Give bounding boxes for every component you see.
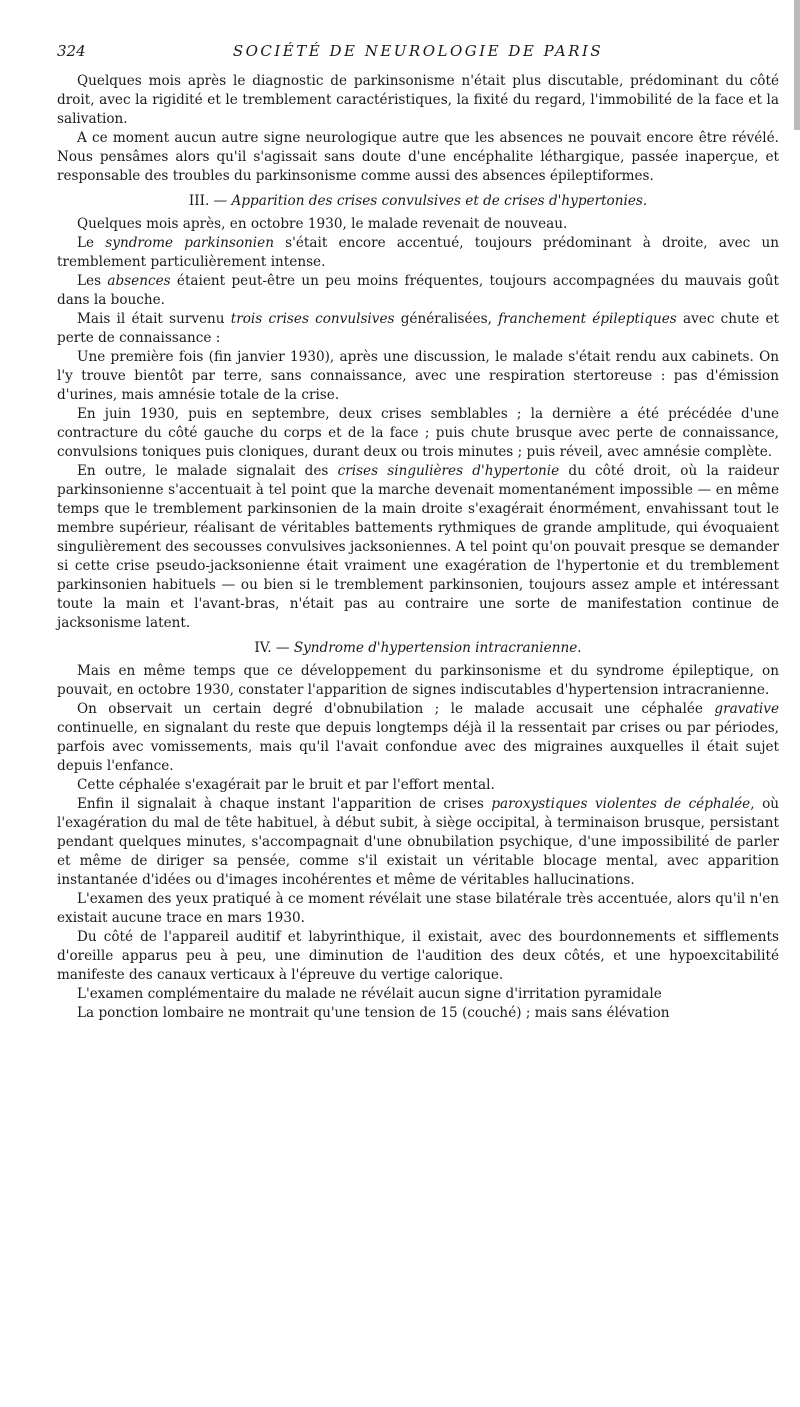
emphasis: paroxystiques violentes de céphalée <box>491 796 751 812</box>
text-run: Les <box>77 273 108 289</box>
emphasis: franchement épileptiques <box>498 311 677 327</box>
paragraph <box>57 700 779 776</box>
paragraph <box>57 234 779 272</box>
text-run: On observait un certain degré d'obnubilation ; le malade accusait une céphalée <box>77 701 715 717</box>
text-run: s'était encore accentué, toujours prédominant à droite, avec un tremblement particulièrement intense. <box>57 235 779 270</box>
emphasis: crises singulières d'hypertonie <box>337 463 560 479</box>
paragraph: Mais en même temps que ce développement du parkinsonisme et du syndrome épileptique, on pouvait, en octobre 1930, constater l'apparition de signes indiscutables d'hypertension intracranienne. <box>57 663 779 698</box>
emphasis: absences <box>107 273 171 289</box>
paragraph: La ponction lombaire ne montrait qu'une tension de 15 (couché) ; mais sans élévation <box>77 1005 670 1021</box>
emphasis: gravative <box>714 701 779 717</box>
emphasis: trois crises convulsives <box>230 311 395 327</box>
paragraph <box>57 462 779 633</box>
text-run: généralisées, <box>394 311 499 327</box>
paragraph <box>57 795 779 890</box>
paragraph: A ce moment aucun autre signe neurologique autre que les absences ne pouvait encore être révélé. Nous pensâmes alors qu'il s'agissait sans doute d'une encéphalite léthargique, passée inaperçue, et responsable des troubles du parkinsonisme comme aussi des absences épileptiformes. <box>57 130 779 184</box>
page-header <box>57 40 779 66</box>
text-run: étaient peut-être un peu moins fréquentes, toujours accompagnées du mauvais goût dans la bouche. <box>57 273 779 308</box>
page-number: 324 <box>57 42 86 60</box>
paragraph: Du côté de l'appareil auditif et labyrinthique, il existait, avec des bourdonnements et sifflements d'oreille apparus peu à peu, une diminution de l'audition des deux côtés, et une hypoexcitabilité manifeste des canaux verticaux à l'épreuve du vertige calorique. <box>57 929 779 983</box>
text-run: avec chute et perte de connaissance : <box>57 311 780 346</box>
section-title: Syndrome d'hypertension intracranienne. <box>293 640 582 656</box>
paragraph: Quelques mois après le diagnostic de parkinsonisme n'était plus discutable, prédominant du côté droit, avec la rigidité et le tremblement caractéristiques, la fixité du regard, l'immobilité de la face et la salivation. <box>57 73 779 127</box>
paragraph: En juin 1930, puis en septembre, deux crises semblables ; la dernière a été précédée d'une contracture du côté gauche du corps et de la face ; puis chute brusque avec perte de connaissance, convulsions toniques puis cloniques, durant deux ou trois minutes ; puis réveil, avec amnésie complète. <box>57 406 779 460</box>
text-run: Enfin il signalait à chaque instant l'apparition de crises <box>77 796 492 812</box>
journal-page <box>57 40 779 1023</box>
emphasis: syndrome parkinsonien <box>105 235 274 251</box>
paragraph: Cette céphalée s'exagérait par le bruit et par l'effort mental. <box>77 777 495 793</box>
text-run: , où l'exagération du mal de tête habituel, à début subit, à siège occipital, à terminaison brusque, persistant pendant quelques minutes, s'accompagnait d'une obnubilation psychique, d'une impossibilité de parler et même de diriger sa pensée, comme s'il existait un véritable blocage mental, avec apparition instantanée d'idées ou d'images incohérentes et même de véritables hallucinations. <box>57 796 780 888</box>
text-run: du côté droit, où la raideur parkinsonienne s'accentuait à tel point que la marche devenait momentanément impossible — en même temps que le tremblement parkinsonien de la main droite s'exagérait énormément, envahissant tout le membre supérieur, réalisant de véritables battements rythmiques de grande amplitude, qui évoquaient singulièrement des secousses convulsives jacksoniennes. A tel point qu'on pouvait presque se demander si cette crise pseudo-jacksonienne était vraiment une exagération de l'hypertonie et du tremblement parkinsonien habituels — ou bien si le tremblement parkinsonien, toujours assez ample et intéressant toute la main et l'avant-bras, n'était pas au contraire une sorte de manifestation continue de jacksonisme latent. <box>57 463 780 631</box>
running-head: SOCIÉTÉ DE NEUROLOGIE DE PARIS <box>232 42 604 60</box>
paragraph: Quelques mois après, en octobre 1930, le malade revenait de nouveau. <box>77 216 568 232</box>
body-text <box>57 72 779 1023</box>
text-run: Mais il était survenu <box>77 311 231 327</box>
section-heading-4: IV. — Syndrome d'hypertension intracranienne. <box>254 640 582 656</box>
section-title: Apparition des crises convulsives et de crises d'hypertonies. <box>231 193 648 209</box>
paragraph: L'examen complémentaire du malade ne révélait aucun signe d'irritation pyramidale <box>77 986 662 1002</box>
paragraph <box>57 310 779 348</box>
section-heading-3: III. — Apparition des crises convulsives et de crises d'hypertonies. <box>188 193 648 209</box>
section-number: III. <box>188 193 210 209</box>
text-run: continuelle, en signalant du reste que depuis longtemps déjà il la ressentait par crises ou par périodes, parfois avec vomissements, mais qu'il l'avait confondue avec des migraines auxquelles il était sujet depuis l'enfance. <box>57 720 779 774</box>
text-run: Le <box>77 235 106 251</box>
scan-edge-shadow <box>794 0 800 130</box>
paragraph: L'examen des yeux pratiqué à ce moment révélait une stase bilatérale très accentuée, alors qu'il n'en existait aucune trace en mars 1930. <box>57 891 779 926</box>
section-number: IV. <box>254 640 272 656</box>
text-run: En outre, le malade signalait des <box>77 463 338 479</box>
paragraph <box>57 272 779 310</box>
paragraph: Une première fois (fin janvier 1930), après une discussion, le malade s'était rendu aux cabinets. On l'y trouve bientôt par terre, sans connaissance, avec une respiration stertoreuse : pas d'émission d'urines, mais amnésie totale de la crise. <box>57 349 779 403</box>
